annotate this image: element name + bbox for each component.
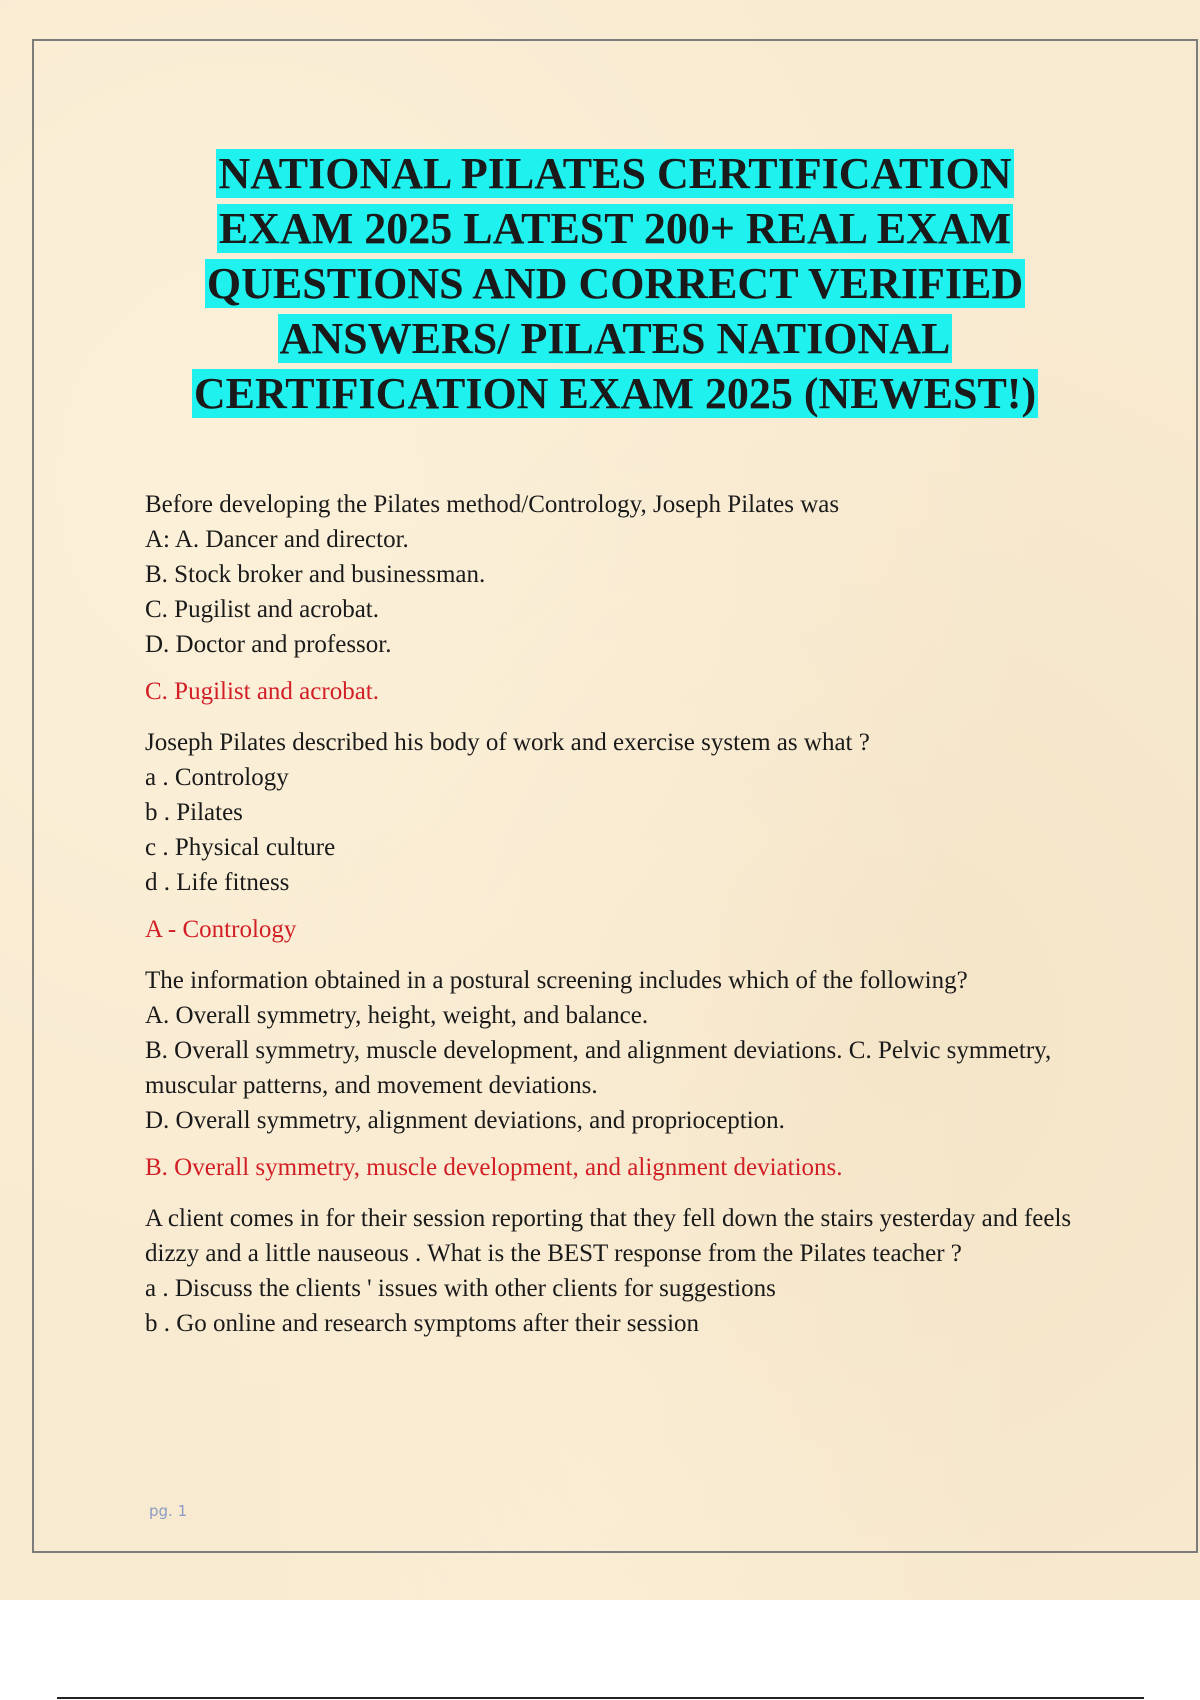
option-b: B. Overall symmetry, muscle development, and alignment deviations. C. Pelvic symmetry, muscular patterns, and movement deviations. [145,1037,1052,1099]
option-a: a . Contrology [145,764,289,791]
question-text: Joseph Pilates described his body of work and exercise system as what ? [145,729,870,756]
option-b: b . Go online and research symptoms after their session [145,1310,700,1337]
option-a: a . Discuss the clients ' issues with other clients for suggestions [145,1275,776,1302]
option-c: c . Physical culture [145,834,336,861]
option-d: d . Life fitness [145,869,290,896]
option-a: A: A. Dancer and director. [145,526,409,553]
title-line-1: NATIONAL PILATES CERTIFICATION [218,149,1012,198]
question-list [145,487,1095,1341]
bottom-divider [57,1697,1144,1699]
question-block-3 [145,963,1095,1185]
question-block-4 [145,1201,1095,1341]
option-c: C. Pugilist and acrobat. [145,596,379,623]
title-line-5: CERTIFICATION EXAM 2025 (NEWEST!) [193,369,1037,418]
answer-text: A - Contrology [145,916,297,943]
title-line-2: EXAM 2025 LATEST 200+ REAL EXAM [218,204,1012,253]
document-title [60,146,1170,421]
option-d: D. Doctor and professor. [145,631,392,658]
question-text: The information obtained in a postural screening includes which of the following? [145,967,968,994]
question-text: A client comes in for their session reporting that they fell down the stairs yesterday and feels dizzy and a little nauseous . What is the BEST response from the Pilates teacher ? [145,1205,1072,1267]
question-block-2 [145,725,1095,947]
question-text: Before developing the Pilates method/Contrology, Joseph Pilates was [145,491,840,518]
title-line-3: QUESTIONS AND CORRECT VERIFIED [206,259,1024,308]
answer-text: B. Overall symmetry, muscle development, and alignment deviations. [145,1154,843,1181]
option-d: D. Overall symmetry, alignment deviations, and proprioception. [145,1107,785,1134]
page-number: pg. 1 [149,1502,188,1520]
option-b: b . Pilates [145,799,243,826]
answer-text: C. Pugilist and acrobat. [145,678,379,705]
option-a: A. Overall symmetry, height, weight, and balance. [145,1002,649,1029]
question-block-1 [145,487,1095,709]
title-line-4: ANSWERS/ PILATES NATIONAL [279,314,951,363]
option-b: B. Stock broker and businessman. [145,561,486,588]
